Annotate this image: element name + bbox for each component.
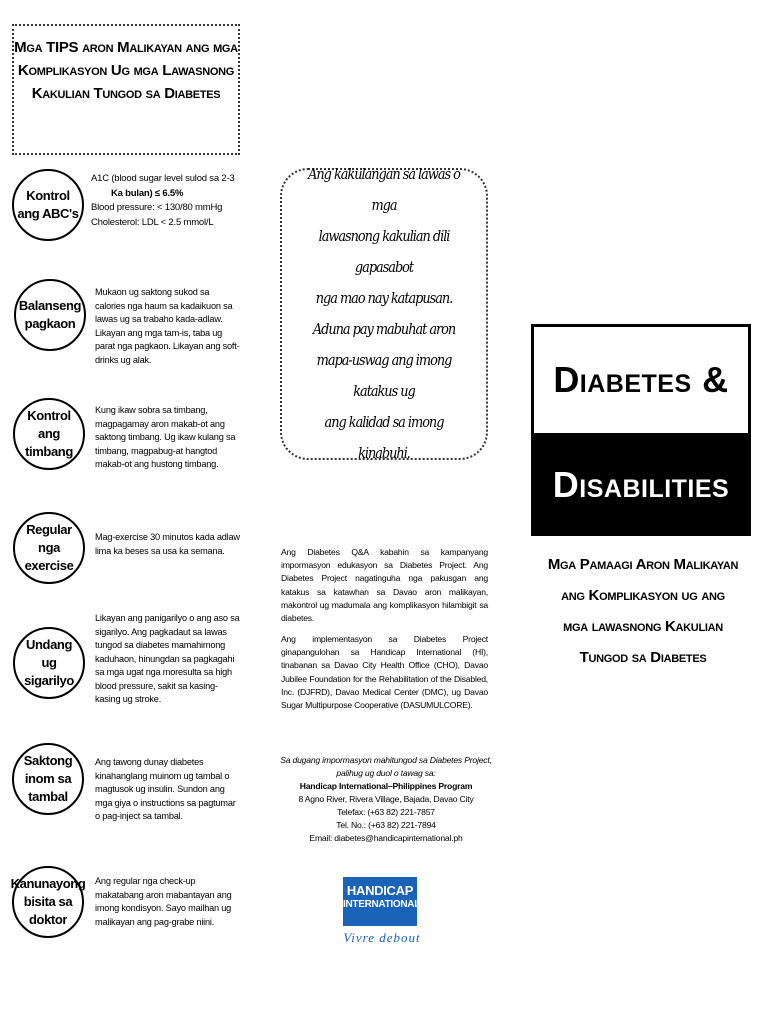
tips-title-line: Komplikasyon Ug mga Lawasnong xyxy=(17,62,235,79)
cover-title-bottom xyxy=(534,433,748,536)
contact-block xyxy=(276,754,496,845)
tips-title-box xyxy=(12,24,240,155)
tip-line: Blood pressure: < 130/80 mmHg xyxy=(91,202,223,213)
cover-title-top xyxy=(534,327,748,433)
cover-subtitle-line: ang Komplikasyon ug ang xyxy=(561,587,725,604)
tip-circle-kanunayong-bisita xyxy=(12,866,84,938)
tip-circle-label: Kontrol ang timbang xyxy=(25,408,73,459)
tip-circle-label: Kanunayong bisita sa doktor xyxy=(10,876,86,927)
tip-circle-kontrol-timbang xyxy=(13,398,85,470)
quote-text xyxy=(296,159,471,469)
tips-title xyxy=(14,26,238,108)
tip-circle-abcs xyxy=(12,169,84,241)
tip-text-kontrol-timbang: Kung ikaw sobra sa timbang, magpagamay aron makab-ot ang saktong timbang. Ug ikaw kulang sa timbang, magpabug-at hangtod makab-ot ang hustong timbang. xyxy=(95,405,236,469)
quote-line: nga mao nay katapusan. xyxy=(315,289,453,307)
cover-subtitle-line: mga lawasnong Kakulian xyxy=(563,618,723,635)
quote-box xyxy=(280,165,488,462)
contact-address: 8 Agno River, Rivera Village, Bajada, Davao City xyxy=(298,794,474,804)
tip-text-undang-sigarilyo: Likayan ang panigarilyo o ang aso sa sigarilyo. Ang pagkadaut sa lawas tungod sa diabetes mamahimong kaduhaon, hinungdan sa pagkagahi sa mga ugat nga moresulta sa high blood pressure, sakit sa kasing-kasing ug stroke. xyxy=(95,613,240,704)
tip-text-kanunayong-bisita: Ang regular nga check-up makatabang aron mabantayan ang imong kondisyon. Sayo mailhan ug malikayan ang pag-grabe niini. xyxy=(95,876,232,927)
tip-text-abcs xyxy=(91,172,237,230)
cover-subtitle-line: Tungod sa Diabetes xyxy=(579,649,707,666)
about-paragraph-1: Ang Diabetes Q&A kabahin sa kampanyang impormasyon edukasyon sa Diabetes Project. Ang Diabetes Project nagatinguha nga pakusgan ang katakus sa katawhan sa Davao aron malikayan, makontrol ug madumala ang komplikasyon hilambigit sa diabetes. xyxy=(281,547,488,624)
cover-title-top-text: Diabetes & xyxy=(553,359,729,400)
contact-org: Handicap International–Philippines Program xyxy=(299,781,473,791)
cover-title-bottom-text: Disabilities xyxy=(552,463,730,505)
cover-title-box xyxy=(531,324,751,536)
tip-circle-label: Saktong inom sa tambal xyxy=(23,753,73,804)
tip-circle-undang-sigarilyo xyxy=(13,627,85,699)
tip-line: Cholesterol: LDL < 2.5 mmol/L xyxy=(91,216,214,228)
tip-circle-saktong-inom xyxy=(12,743,84,815)
quote-line: ang kalidad sa imong kinabuhi. xyxy=(324,413,444,462)
tip-text-balanseng-pagkaon: Mukaon ug saktong sukod sa calories nga haum sa kadaikuon sa lawas ug sa trabaho kada-adlaw. Likayan ang mga tam-is, taba ug parat nga pagkaon. Likayan ang soft-drinks ug alak. xyxy=(95,287,240,365)
tip-text-regular-exercise: Mag-exercise 30 minutos kada adlaw lima ka beses sa usa ka semana. xyxy=(95,532,240,556)
tip-circle-label: Regular nga exercise xyxy=(24,522,74,573)
tip-circle-balanseng-pagkaon xyxy=(14,279,86,351)
contact-email: Email: diabetes@handicapinternational.ph xyxy=(309,833,463,843)
tip-line: Ka bulan) ≤ 6.5% xyxy=(111,187,184,199)
contact-intro: palihug ug duol o tawag sa: xyxy=(336,768,436,778)
quote-line: Aduna pay mabuhat aron xyxy=(312,320,456,338)
logo-line: HANDICAP xyxy=(346,883,414,898)
contact-intro: Sa dugang impormasyon mahitungod sa Diabetes Project, xyxy=(280,755,492,765)
tips-title-line: Kakulian Tungod sa Diabetes xyxy=(31,85,221,102)
tip-circle-label: Undang ug sigarilyo xyxy=(24,637,74,688)
tip-circle-label: Balanseng pagkaon xyxy=(18,298,82,331)
about-paragraph-2: Ang implementasyon sa Diabetes Project ginapangulohan sa Handicap International (HI), tinabanan sa Davao City Health Office (CHO), Davao Jubilee Foundation for the Rehabilitation of the Disabled, Inc. (DJFRD), Davao Medical Center (DMC), ug Davao Sugar Multipurpose Cooperative (DASUMULCORE). xyxy=(281,634,488,711)
quote-line: Ang kakulangan sa lawas o mga xyxy=(308,165,460,214)
quote-line: lawasnong kakulian dili gapasabot xyxy=(318,227,450,276)
tip-circle-regular-exercise xyxy=(13,512,85,584)
logo-slogan: Vivre debout xyxy=(343,930,421,945)
tip-text-saktong-inom: Ang tawong dunay diabetes kinahanglang muinom ug tambal o magtusok ug insulin. Sundon ang mga giya o instructions sa pagtumar o pag-inject sa tambal. xyxy=(95,757,236,821)
cover-subtitle-line: Mga Pamaagi Aron Malikayan xyxy=(547,556,739,573)
tips-title-line: Mga TIPS aron Malikayan ang mga xyxy=(14,39,238,56)
tip-circle-label: Kontrol ang ABC's xyxy=(17,188,79,221)
contact-tel: Tel. No.: (+63 82) 221-7894 xyxy=(336,820,436,830)
contact-telefax: Telefax: (+63 82) 221-7857 xyxy=(337,807,435,817)
tip-line: A1C (blood sugar level sulod sa 2-3 xyxy=(91,173,235,184)
logo-line: INTERNATIONAL xyxy=(343,899,421,910)
handicap-international-logo xyxy=(343,877,421,926)
cover-subtitle xyxy=(531,553,755,670)
quote-line: mapa-uswag ang imong katakus ug xyxy=(316,351,452,400)
